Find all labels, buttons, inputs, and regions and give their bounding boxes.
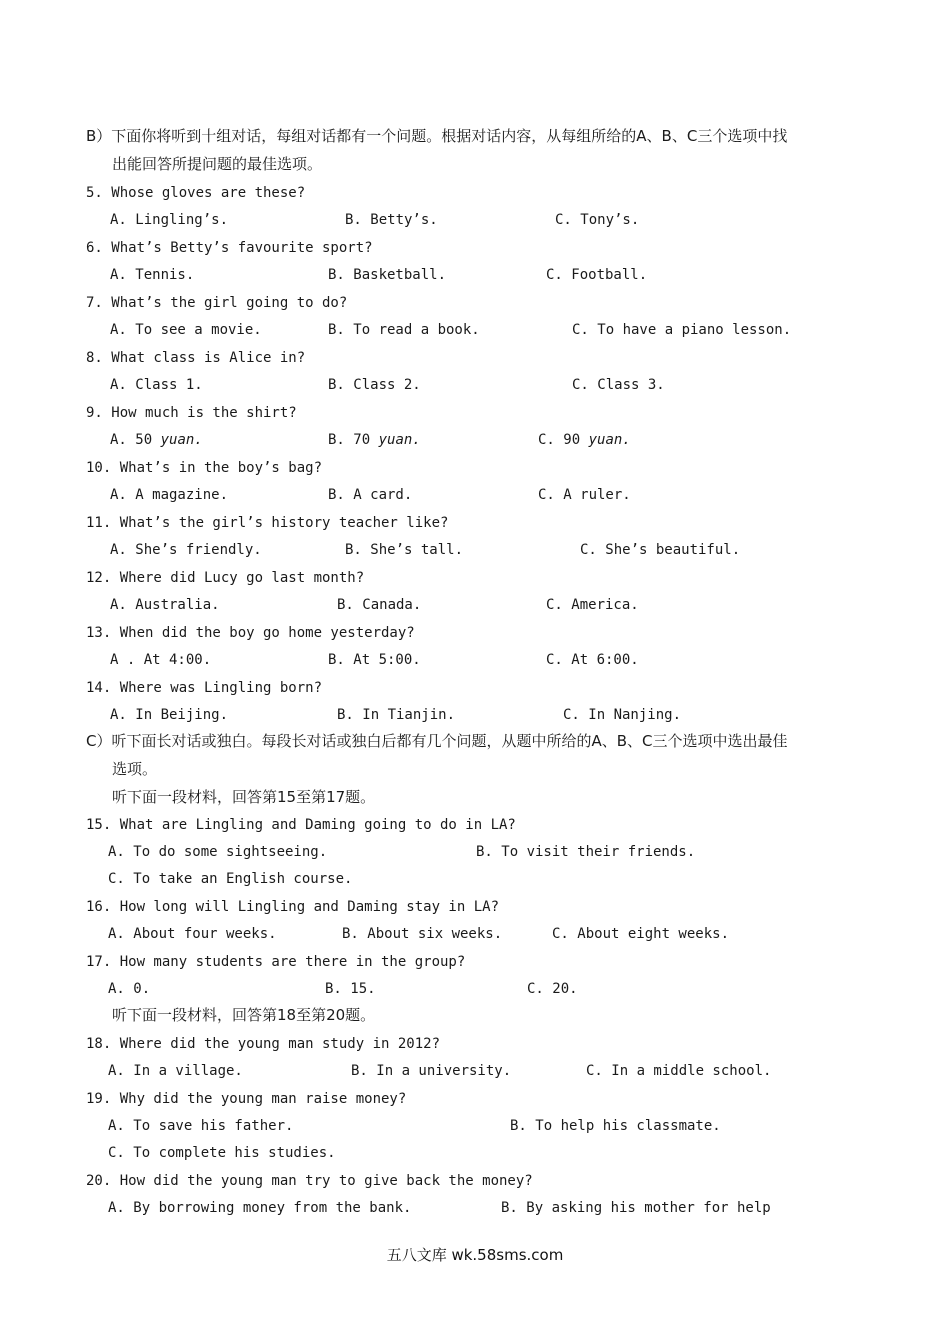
q19-option-a: A. To save his father. (108, 1118, 294, 1134)
question-11: 11. What’s the girl’s history teacher like? (86, 515, 449, 531)
q5-option-c: C. Tony’s. (555, 212, 640, 228)
q15-option-b: B. To visit their friends. (476, 844, 696, 860)
q18-option-b: B. In a university. (351, 1063, 512, 1079)
q11-option-a: A. She’s friendly. (110, 542, 262, 558)
question-10: 10. What’s in the boy’s bag? (86, 460, 323, 476)
q17-option-a: A. 0. (108, 981, 151, 997)
section-c-instruction-line1: C）听下面长对话或独白。每段长对话或独白后都有几个问题，从题中所给的A、B、C三个选项中选出最佳 (86, 732, 788, 750)
q17-option-c: C. 20. (527, 981, 578, 997)
footer-watermark: 五八文库 wk.58sms.com (386, 1246, 564, 1264)
question-15: 15. What are Lingling and Daming going to do in LA? (86, 817, 516, 833)
question-9: 9. How much is the shirt? (86, 405, 297, 421)
question-7: 7. What’s the girl going to do? (86, 295, 348, 311)
q13-option-b: B. At 5:00. (328, 652, 421, 668)
q15-option-c: C. To take an English course. (108, 871, 353, 887)
question-19: 19. Why did the young man raise money? (86, 1091, 407, 1107)
q11-option-b: B. She’s tall. (345, 542, 464, 558)
q14-option-a: A. In Beijing. (110, 707, 229, 723)
q6-option-a: A. Tennis. (110, 267, 195, 283)
q14-option-c: C. In Nanjing. (563, 707, 682, 723)
q20-option-b: B. By asking his mother for help (501, 1200, 771, 1216)
question-17: 17. How many students are there in the group? (86, 954, 466, 970)
question-5: 5. Whose gloves are these? (86, 185, 306, 201)
q9-option-c: C. 90 yuan. (538, 432, 631, 448)
q10-option-b: B. A card. (328, 487, 413, 503)
q20-option-a: A. By borrowing money from the bank. (108, 1200, 412, 1216)
q9-option-a: A. 50 yuan. (110, 432, 203, 448)
q16-option-a: A. About four weeks. (108, 926, 277, 942)
q14-option-b: B. In Tianjin. (337, 707, 456, 723)
q7-option-c: C. To have a piano lesson. (572, 322, 792, 338)
q7-option-a: A. To see a movie. (110, 322, 262, 338)
q12-option-b: B. Canada. (337, 597, 422, 613)
question-12: 12. Where did Lucy go last month? (86, 570, 365, 586)
question-13: 13. When did the boy go home yesterday? (86, 625, 415, 641)
q15-option-a: A. To do some sightseeing. (108, 844, 328, 860)
question-6: 6. What’s Betty’s favourite sport? (86, 240, 373, 256)
q12-option-a: A. Australia. (110, 597, 220, 613)
question-18: 18. Where did the young man study in 2012? (86, 1036, 441, 1052)
q10-option-c: C. A ruler. (538, 487, 631, 503)
section-b-instruction-line2: 出能回答所提问题的最佳选项。 (112, 155, 323, 173)
question-8: 8. What class is Alice in? (86, 350, 306, 366)
section-c-instruction-line2: 选项。 (112, 760, 158, 778)
q16-option-c: C. About eight weeks. (552, 926, 730, 942)
q13-option-a: A . At 4:00. (110, 652, 212, 668)
q8-option-b: B. Class 2. (328, 377, 421, 393)
q5-option-b: B. Betty’s. (345, 212, 438, 228)
q5-option-a: A. Lingling’s. (110, 212, 229, 228)
q6-option-b: B. Basketball. (328, 267, 447, 283)
question-16: 16. How long will Lingling and Daming stay in LA? (86, 899, 500, 915)
q8-option-c: C. Class 3. (572, 377, 665, 393)
passage-1-instruction: 听下面一段材料，回答第15至第17题。 (112, 788, 376, 806)
q17-option-b: B. 15. (325, 981, 376, 997)
passage-2-instruction: 听下面一段材料，回答第18至第20题。 (112, 1006, 376, 1024)
q10-option-a: A. A magazine. (110, 487, 229, 503)
q19-option-b: B. To help his classmate. (510, 1118, 721, 1134)
q6-option-c: C. Football. (546, 267, 648, 283)
q8-option-a: A. Class 1. (110, 377, 203, 393)
question-20: 20. How did the young man try to give back the money? (86, 1173, 533, 1189)
question-14: 14. Where was Lingling born? (86, 680, 323, 696)
q12-option-c: C. America. (546, 597, 639, 613)
q13-option-c: C. At 6:00. (546, 652, 639, 668)
q7-option-b: B. To read a book. (328, 322, 480, 338)
q18-option-c: C. In a middle school. (586, 1063, 772, 1079)
q16-option-b: B. About six weeks. (342, 926, 503, 942)
section-b-instruction-line1: B）下面你将听到十组对话，每组对话都有一个问题。根据对话内容，从每组所给的A、B、C三个选项中找 (86, 127, 788, 145)
q11-option-c: C. She’s beautiful. (580, 542, 741, 558)
q18-option-a: A. In a village. (108, 1063, 243, 1079)
q19-option-c: C. To complete his studies. (108, 1145, 336, 1161)
q9-option-b: B. 70 yuan. (328, 432, 421, 448)
